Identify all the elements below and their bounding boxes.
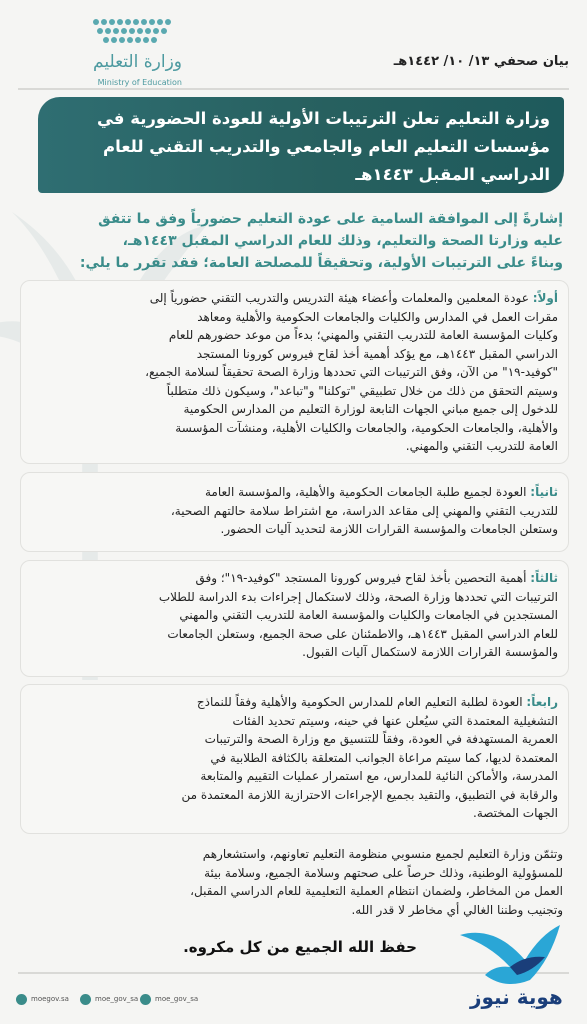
social-twitter-link[interactable] [80,990,138,1008]
banner-title [50,105,550,189]
section-line: الترتيبات التي تحددها وزارة الصحة، وذلك لاستكمال إجراءات بدء الدراسة للطلاب [158,589,558,604]
banner-line: وزارة التعليم تعلن الترتيبات الأولية للعودة الحضورية في [96,109,550,128]
banner-line: مؤسسات التعليم العام والجامعي والتدريب التقني للعام [103,137,550,156]
social-facebook-link[interactable] [16,990,69,1008]
header [0,0,587,95]
closing-line: للمسؤولية الوطنية، وذلك حرصاً على صحتهم وسلامة الجميع، وسلامة بيئة [204,865,563,880]
closing-line: العمل من المخاطر، ولضمان انتظام العملية التعليمية للعام الدراسي المقبل، [190,884,563,898]
youtube-icon [140,994,151,1005]
section-second [20,472,569,552]
section-line: المستجدين في الجامعات والكليات والمؤسسة العامة للتدريب التقني والمهني [179,608,558,622]
section-third-text [31,569,558,662]
section-line: ثانياً: العودة لجميع طلبة الجامعات الحكومية والأهلية، والمؤسسة العامة [204,485,558,499]
twitter-icon [80,994,91,1005]
section-line: التشغيلية المعتمدة التي سيُعلن عنها في حينه، وسيتم تحديد الفئات [232,713,558,728]
section-line: العامة للتدريب التقني والمهني. [405,439,558,453]
section-first-text [31,289,558,456]
closing-prayer: حفظ الله الجميع من كل مكروه. [183,938,417,956]
facebook-icon [16,994,27,1005]
press-statement-date: بيان صحفي ١٣/ ١٠/ ١٤٤٢هـ [393,54,569,69]
section-line: للدخول إلى جميع مباني الجهات التابعة لوزارة التعليم من المدارس الحكومية [183,402,558,416]
section-fourth [20,684,569,834]
brand-name: هوية نيوز [470,985,563,1009]
section-line: وستعلن الجامعات والمؤسسة القرارات اللازمة لتحديد آليات الحضور. [220,522,558,536]
section-heading: ثالثاً: [530,571,558,585]
section-line: وكليات المؤسسة العامة للتدريب التقني والمهني؛ بدءاً من موعد حضورهم للعام [168,328,558,342]
social-youtube-link[interactable] [140,990,198,1008]
closing-line: وتجنيب وطننا الغالي أي مخاطر لا قدر الله. [351,902,563,917]
intro-line: عليه وزارتا الصحة والتعليم، وذلك للعام الدراسي المقبل ١٤٤٣هـ، [122,233,563,249]
intro-paragraph [23,208,563,274]
section-line: المعتمدة لديها، كما سيتم مراعاة الجوانب المتعلقة بالكثافة الطلابية في [210,750,558,765]
intro-line: إشارةً إلى الموافقة السامية على عودة التعليم حضورياً وفق ما تتفق [98,211,563,227]
social-handle: moe_gov_sa [95,995,139,1003]
section-line: العمرية المستهدفة في العودة، وفقاً للتنسيق مع وزارة الصحة والترتيبات [204,732,558,746]
section-heading: أولاً: [532,291,558,305]
title-banner [38,97,564,193]
section-line: وسيتم التحقق من ذلك من خلال تطبيقي "توكلنا" و"تباعد"، وسيكون ذلك متطلباً [166,383,558,398]
section-heading: ثانياً: [530,485,558,499]
section-line: أولاً: عودة المعلمين والمعلمات وأعضاء هيئة التدريس والتدريب التقني حضورياً إلى [149,291,558,305]
section-fourth-text [31,693,558,823]
section-line: للعام الدراسي المقبل ١٤٤٣هـ، والاطمئنان على صحة الجميع، وستعلن الجامعات [167,626,558,641]
social-handle: moe_gov_sa [155,995,199,1003]
section-line: الجهات المختصة. [473,806,558,820]
social-handle: moegov.sa [31,995,69,1003]
section-third [20,560,569,677]
section-heading: رابعاً: [526,695,558,709]
section-line: "كوفيد-١٩" من الآن، وفق الترتيبات التي تحددها وزارة الصحة تحقيقاً لسلامة الجميع، [145,365,558,379]
intro-line: وبناءً على الترتيبات الأولية، وتحقيقاً للمصلحة العامة؛ فقد تقرر ما يلي: [79,255,563,271]
section-line: ثالثاً: أهمية التحصين بأخذ لقاح فيروس كورونا المستجد "كوفيد-١٩"؛ وفق [195,571,558,585]
section-line: للتدريب التقني والمهني إلى مقاعد الدراسة، مع اشتراط سلامة حالتهم الصحية، [170,503,558,518]
section-line: والرقابة في التطبيق، والتقيد بجميع الإجراءات الاحترازية اللازمة المعتمدة من [181,787,558,802]
section-line: مقرات العمل في المدارس والكليات والجامعات الحكومية والأهلية ومعاهد [197,309,558,324]
section-line: والأهلية، والجامعات الحكومية، والجامعات والكليات الأهلية، ومنشآت المؤسسة [175,420,558,435]
ministry-name-en: Ministry of Education [97,78,182,87]
ministry-name-ar: وزارة التعليم [93,52,182,72]
header-divider [18,88,569,90]
section-line: والمؤسسة القرارات اللازمة لاستكمال آليات القبول. [302,645,558,659]
closing-line: وتثمّن وزارة التعليم لجميع منسوبي منظومة التعليم تعاونهم، واستشعارهم [202,847,563,861]
banner-line: الدراسي المقبل ١٤٤٣هـ [355,165,550,184]
section-line: الدراسي المقبل ١٤٤٣هـ، مع يؤكد أهمية أخذ لقاح فيروس كورونا المستجد [196,346,558,361]
section-line: المدرسة، والأماكن النائية للمدارس، مع استمرار عمليات التقييم والمتابعة [200,769,558,783]
logo-dots-icon [88,12,178,50]
section-second-text [31,483,558,539]
section-first [20,280,569,464]
section-line: رابعاً: العودة لطلبة التعليم العام للمدارس الحكومية والأهلية وفقاً للنماذج [196,695,558,709]
ministry-logo [20,8,180,88]
